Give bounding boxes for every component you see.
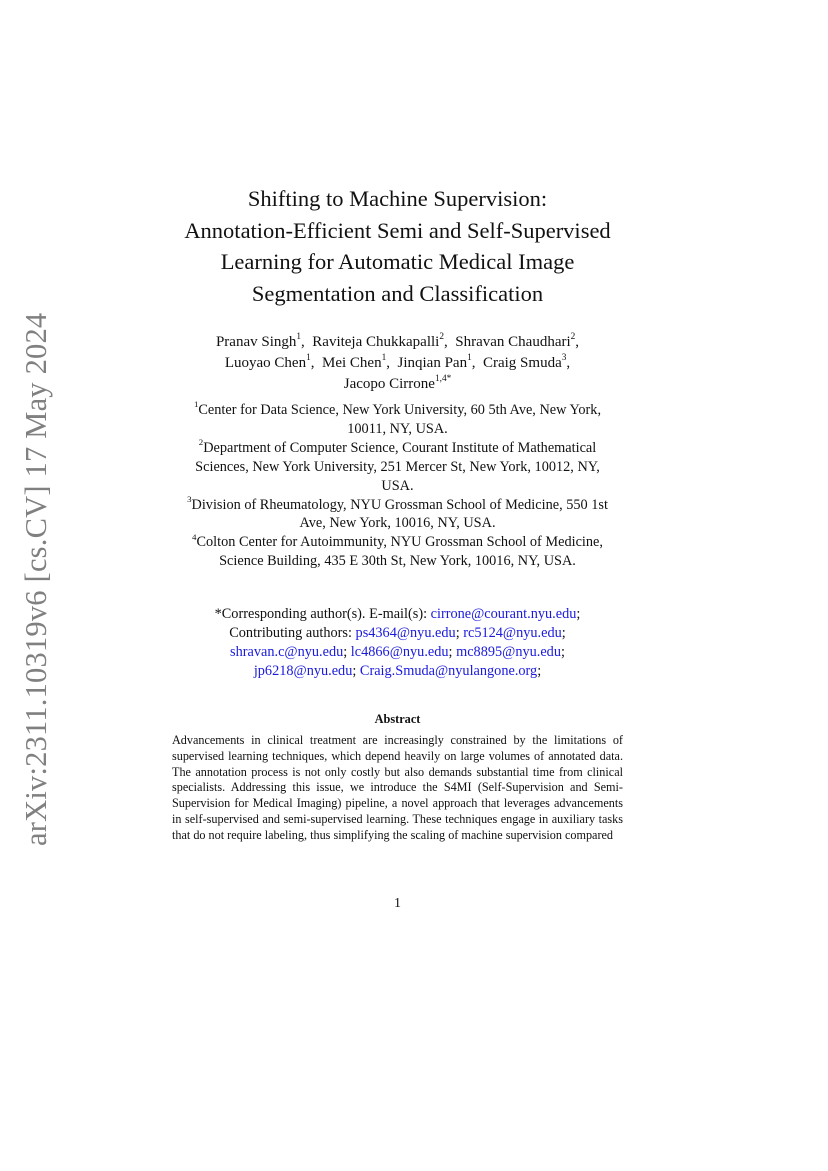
email-link[interactable]: mc8895@nyu.edu <box>456 644 561 660</box>
author-affiliation-mark: 2 <box>570 332 576 343</box>
email-link[interactable]: jp6218@nyu.edu <box>253 663 353 679</box>
paper-title <box>150 183 645 309</box>
author-name: Shravan Chaudhari <box>455 334 571 350</box>
author-affiliation-mark: 1 <box>306 353 311 364</box>
author-name: Jinqian Pan <box>397 355 468 371</box>
affiliation-text: Science Building, 435 E 30th St, New York, 10016, NY, USA. <box>219 553 576 570</box>
author-line: Pranav Singh$^1$, Raviteja Chukkapalli$^2$, Shravan Chaudhari$^2$, <box>215 332 580 350</box>
author-affiliation-mark: 1,4* <box>434 374 452 385</box>
correspondence-block: *Corresponding author(s). E-mail(s): cirrone@courant.nyu.edu; Contributing authors: ps4364@nyu.edu; rc5124@nyu.edu; shravan.c@nyu.edu; lc4866@nyu.edu; mc8895@nyu.edu; jp6218@nyu.edu; Craig.Smuda@nyulangone.org; <box>214 606 581 679</box>
affiliation-text: USA. <box>381 477 414 494</box>
abstract-body: Advancements in clinical treatment are increasingly constrained by the limitations of supervised learning techniques, which depend heavily on large volumes of annotated data. The annotation process is not only costly but also demands substantial time from clinical specialists. Addressing this issue, we introduce the S4MI (Self-Supervision and Semi-Supervision for Medical Imaging) pipeline, a novel approach that leverages advancements in self-supervised and semi-supervised learning. These techniques engage in auxiliary tasks that do not require labeling, thus simplifying the scaling of machine supervision compared <box>172 733 623 842</box>
affiliation-text: Center for Data Science, New York University, 60 5th Ave, New York, <box>198 402 602 418</box>
email-link[interactable]: ps4364@nyu.edu <box>355 625 456 641</box>
affiliation-text: Colton Center for Autoimmunity, NYU Grossman School of Medicine, <box>196 534 603 551</box>
author-name: Mei Chen <box>322 355 382 371</box>
author-line <box>150 374 645 395</box>
author-affiliation-mark: 1 <box>467 353 472 364</box>
email-link[interactable]: lc4866@nyu.edu <box>350 644 449 660</box>
author-line: Luoyao Chen$^1$, Mei Chen$^1$, Jinqian Pan$^1$, Craig Smuda$^3$, <box>224 353 571 371</box>
email-link[interactable]: shravan.c@nyu.edu <box>230 644 344 660</box>
affiliation <box>150 493 645 534</box>
affiliation <box>150 533 645 571</box>
email-link[interactable]: rc5124@nyu.edu <box>463 625 562 641</box>
author-name: Craig Smuda <box>482 355 562 371</box>
author-affiliation-mark: 1 <box>296 332 302 343</box>
title-line: Learning for Automatic Medical Image <box>220 249 575 274</box>
title-line: Annotation-Efficient Semi and Self-Supervised <box>184 217 611 243</box>
abstract-heading: Abstract <box>374 712 421 726</box>
page-number: 1 <box>394 896 401 911</box>
author-name: Pranav Singh <box>215 334 297 350</box>
affiliation-list <box>150 401 645 571</box>
author-list <box>150 332 645 395</box>
arxiv-identifier-stamp: arXiv:2311.10319v6 [cs.CV] 17 May 2024 <box>19 312 53 846</box>
affiliation-text: 10011, NY, USA. <box>347 420 448 437</box>
author-name: Jacopo Cirrone <box>343 376 435 392</box>
affiliation-mark: 3 <box>187 493 192 504</box>
email-link[interactable]: Craig.Smuda@nyulangone.org <box>359 663 538 679</box>
contributing-label: Contributing authors: <box>229 625 352 641</box>
affiliation <box>150 439 645 496</box>
author-name: Luoyao Chen <box>224 355 307 371</box>
author-affiliation-mark: 3 <box>561 353 567 364</box>
title-line: Segmentation and Classification <box>251 280 544 306</box>
affiliation <box>150 401 645 439</box>
author-affiliation-mark: 1 <box>381 353 387 364</box>
title-line: Shifting to Machine Supervision: <box>247 186 548 211</box>
affiliation-text: Sciences, New York University, 251 Mercer St, New York, 10012, NY, <box>195 458 600 475</box>
corresponding-label: *Corresponding author(s). E-mail(s): <box>214 606 428 622</box>
affiliation-mark: 1 <box>193 399 199 410</box>
affiliation-text: Ave, New York, 10016, NY, USA. <box>299 515 496 532</box>
author-affiliation-mark: 2 <box>439 332 444 343</box>
email-link[interactable]: cirrone@courant.nyu.edu <box>430 606 577 622</box>
affiliation-text: Department of Computer Science, Courant Institute of Mathematical <box>203 439 597 456</box>
affiliation-mark: 4 <box>192 531 197 542</box>
author-name: Raviteja Chukkapalli <box>312 334 440 350</box>
affiliation-mark: 2 <box>198 437 204 448</box>
affiliation-text: Division of Rheumatology, NYU Grossman School of Medicine, 550 1st <box>191 496 608 513</box>
